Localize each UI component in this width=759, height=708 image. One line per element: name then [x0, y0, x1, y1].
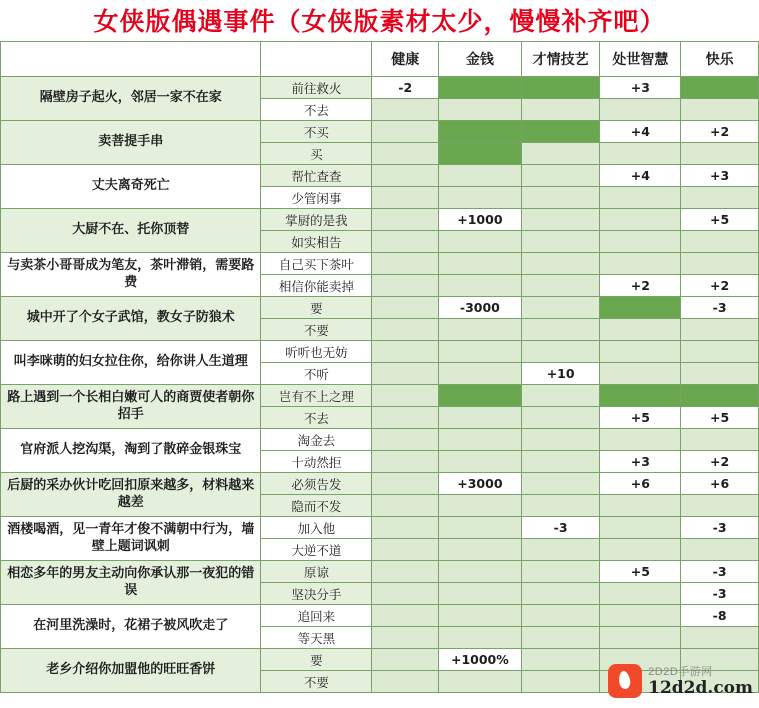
stat-value — [681, 341, 759, 363]
stat-value — [521, 275, 600, 297]
stat-value — [372, 583, 439, 605]
stat-value — [372, 473, 439, 495]
stat-value — [521, 407, 600, 429]
option-choice[interactable]: 必须告发 — [261, 473, 372, 495]
stat-value — [600, 671, 681, 693]
stat-value — [372, 451, 439, 473]
stat-value: +2 — [681, 275, 759, 297]
event-name: 酒楼喝酒，见一青年才俊不满朝中行为，墙壁上题词讽刺 — [1, 517, 261, 561]
stat-value — [521, 583, 600, 605]
option-choice[interactable]: 听听也无妨 — [261, 341, 372, 363]
table-row — [1, 605, 759, 627]
stat-value — [372, 407, 439, 429]
stat-value — [600, 363, 681, 385]
stat-value — [600, 209, 681, 231]
option-choice[interactable]: 少管闲事 — [261, 187, 372, 209]
stat-value — [521, 297, 600, 319]
stat-value — [681, 231, 759, 253]
event-name: 大厨不在、托你顶替 — [1, 209, 261, 253]
option-choice[interactable]: 要 — [261, 297, 372, 319]
stat-value — [439, 363, 522, 385]
column-header-2: 健康 — [372, 42, 439, 77]
stat-value — [521, 451, 600, 473]
stat-value — [681, 385, 759, 407]
stat-value: +5 — [681, 407, 759, 429]
stat-value — [681, 77, 759, 99]
stat-value — [372, 495, 439, 517]
stat-value — [372, 627, 439, 649]
option-choice[interactable]: 前往救火 — [261, 77, 372, 99]
event-name: 叫李咪萌的妇女拉住你，给你讲人生道理 — [1, 341, 261, 385]
option-choice[interactable]: 岂有不上之理 — [261, 385, 372, 407]
option-choice[interactable]: 要 — [261, 649, 372, 671]
stat-value — [521, 671, 600, 693]
stat-value — [372, 561, 439, 583]
stat-value — [681, 539, 759, 561]
stat-value — [372, 253, 439, 275]
event-name: 城中开了个女子武馆，教女子防狼术 — [1, 297, 261, 341]
stat-value — [439, 605, 522, 627]
stat-value — [521, 341, 600, 363]
stat-value — [439, 231, 522, 253]
stat-value — [521, 605, 600, 627]
stat-value — [600, 231, 681, 253]
stat-value — [600, 143, 681, 165]
events-table — [0, 41, 759, 693]
stat-value — [372, 231, 439, 253]
stat-value — [521, 187, 600, 209]
stat-value — [439, 495, 522, 517]
stat-value — [521, 209, 600, 231]
option-choice[interactable]: 不买 — [261, 121, 372, 143]
stat-value — [600, 517, 681, 539]
stat-value — [439, 341, 522, 363]
stat-value — [439, 451, 522, 473]
stat-value — [439, 165, 522, 187]
stat-value: +6 — [600, 473, 681, 495]
stat-value: -3000 — [439, 297, 522, 319]
stat-value: +3 — [681, 165, 759, 187]
event-name: 路上遇到一个长相白嫩可人的商贾使者朝你招手 — [1, 385, 261, 429]
option-choice[interactable]: 加入他 — [261, 517, 372, 539]
stat-value — [439, 187, 522, 209]
table-row — [1, 429, 759, 451]
stat-value — [681, 671, 759, 693]
stat-value — [600, 297, 681, 319]
stat-value — [681, 627, 759, 649]
option-choice[interactable]: 隐而不发 — [261, 495, 372, 517]
option-choice[interactable]: 大逆不道 — [261, 539, 372, 561]
stat-value — [521, 561, 600, 583]
stat-value — [600, 627, 681, 649]
stat-value — [521, 99, 600, 121]
option-choice[interactable]: 等天黑 — [261, 627, 372, 649]
stat-value — [372, 671, 439, 693]
event-name: 在河里洗澡时，花裙子被风吹走了 — [1, 605, 261, 649]
stat-value: -3 — [681, 297, 759, 319]
stat-value — [521, 429, 600, 451]
option-choice[interactable]: 不去 — [261, 99, 372, 121]
stat-value — [681, 99, 759, 121]
option-choice[interactable]: 买 — [261, 143, 372, 165]
table-header-row — [1, 42, 759, 77]
stat-value — [372, 605, 439, 627]
event-name: 相恋多年的男友主动向你承认那一夜犯的错误 — [1, 561, 261, 605]
column-header-1 — [261, 42, 372, 77]
stat-value — [521, 495, 600, 517]
stat-value — [681, 253, 759, 275]
page-title: 女侠版偶遇事件（女侠版素材太少，慢慢补齐吧） — [93, 7, 666, 36]
stat-value — [372, 385, 439, 407]
stat-value — [521, 165, 600, 187]
stat-value: -3 — [681, 517, 759, 539]
stat-value — [372, 341, 439, 363]
stat-value — [521, 385, 600, 407]
stat-value: -3 — [681, 583, 759, 605]
stat-value — [372, 429, 439, 451]
stat-value — [681, 649, 759, 671]
stat-value: +2 — [681, 451, 759, 473]
stat-value — [521, 539, 600, 561]
table-row — [1, 253, 759, 275]
option-choice[interactable]: 淘金去 — [261, 429, 372, 451]
table-row — [1, 77, 759, 99]
table-row — [1, 297, 759, 319]
stat-value — [600, 187, 681, 209]
stat-value: +3 — [600, 77, 681, 99]
stat-value — [521, 627, 600, 649]
stat-value: +6 — [681, 473, 759, 495]
stat-value — [681, 319, 759, 341]
stat-value — [439, 275, 522, 297]
stat-value — [681, 187, 759, 209]
stat-value — [521, 77, 600, 99]
event-name: 老乡介绍你加盟他的旺旺香饼 — [1, 649, 261, 693]
stat-value: -8 — [681, 605, 759, 627]
option-choice[interactable]: 帮忙查查 — [261, 165, 372, 187]
stat-value: -3 — [521, 517, 600, 539]
stat-value: +1000 — [439, 209, 522, 231]
event-name: 卖菩提手串 — [1, 121, 261, 165]
stat-value — [521, 231, 600, 253]
stat-value — [439, 429, 522, 451]
stat-value — [372, 187, 439, 209]
stat-value: +5 — [681, 209, 759, 231]
stat-value — [681, 429, 759, 451]
stat-value — [372, 275, 439, 297]
event-name: 隔壁房子起火，邻居一家不在家 — [1, 77, 261, 121]
stat-value — [439, 583, 522, 605]
stat-value — [521, 649, 600, 671]
stat-value: +3 — [600, 451, 681, 473]
table-row — [1, 209, 759, 231]
table-row — [1, 561, 759, 583]
stat-value — [439, 627, 522, 649]
stat-value: -2 — [372, 77, 439, 99]
event-name: 丈夫离奇死亡 — [1, 165, 261, 209]
stat-value — [521, 319, 600, 341]
stat-value — [439, 671, 522, 693]
watermark-bottom: 12d2d.com — [648, 678, 753, 699]
stat-value — [372, 209, 439, 231]
stat-value — [372, 363, 439, 385]
stat-value — [439, 77, 522, 99]
stat-value — [439, 539, 522, 561]
stat-value — [681, 143, 759, 165]
stat-value: +2 — [681, 121, 759, 143]
stat-value — [372, 319, 439, 341]
stat-value: +3000 — [439, 473, 522, 495]
stat-value — [439, 121, 522, 143]
stat-value — [600, 539, 681, 561]
table-row — [1, 473, 759, 495]
option-choice[interactable]: 原谅 — [261, 561, 372, 583]
stat-value — [600, 385, 681, 407]
stat-value — [439, 143, 522, 165]
option-choice[interactable]: 不要 — [261, 671, 372, 693]
option-choice[interactable]: 自己买下茶叶 — [261, 253, 372, 275]
stat-value — [521, 473, 600, 495]
option-choice[interactable]: 掌厨的是我 — [261, 209, 372, 231]
option-choice[interactable]: 不听 — [261, 363, 372, 385]
stat-value — [600, 649, 681, 671]
stat-value — [600, 253, 681, 275]
column-header-6: 快乐 — [681, 42, 759, 77]
table-row — [1, 649, 759, 671]
stat-value: +5 — [600, 407, 681, 429]
stat-value — [439, 253, 522, 275]
stat-value — [372, 539, 439, 561]
table-row — [1, 517, 759, 539]
stat-value — [439, 319, 522, 341]
stat-value — [600, 605, 681, 627]
stat-value — [600, 99, 681, 121]
stat-value — [439, 99, 522, 121]
option-choice[interactable]: 相信你能卖掉 — [261, 275, 372, 297]
column-header-4: 才情技艺 — [521, 42, 600, 77]
table-row — [1, 121, 759, 143]
stat-value: +5 — [600, 561, 681, 583]
stat-value — [439, 385, 522, 407]
stat-value — [681, 363, 759, 385]
event-name: 官府派人挖沟渠，淘到了散碎金银珠宝 — [1, 429, 261, 473]
stat-value — [600, 583, 681, 605]
stat-value — [439, 517, 522, 539]
stat-value — [372, 99, 439, 121]
stat-value: +4 — [600, 165, 681, 187]
option-choice[interactable]: 不去 — [261, 407, 372, 429]
stat-value: +2 — [600, 275, 681, 297]
stat-value — [439, 561, 522, 583]
stat-value — [521, 121, 600, 143]
option-choice[interactable]: 追回来 — [261, 605, 372, 627]
column-header-5: 处世智慧 — [600, 42, 681, 77]
stat-value: +10 — [521, 363, 600, 385]
option-choice[interactable]: 坚决分手 — [261, 583, 372, 605]
stat-value — [600, 319, 681, 341]
stat-value — [600, 341, 681, 363]
stat-value — [372, 165, 439, 187]
event-name: 后厨的采办伙计吃回扣原来越多，材料越来越差 — [1, 473, 261, 517]
table-row — [1, 165, 759, 187]
stat-value — [681, 495, 759, 517]
stat-value — [372, 517, 439, 539]
table-row — [1, 385, 759, 407]
option-choice[interactable]: 十动然拒 — [261, 451, 372, 473]
stat-value — [600, 429, 681, 451]
stat-value: +4 — [600, 121, 681, 143]
stat-value — [521, 143, 600, 165]
stat-value: +1000% — [439, 649, 522, 671]
option-choice[interactable]: 不要 — [261, 319, 372, 341]
stat-value — [372, 649, 439, 671]
option-choice[interactable]: 如实相告 — [261, 231, 372, 253]
stat-value — [439, 407, 522, 429]
column-header-3: 金钱 — [439, 42, 522, 77]
stat-value — [372, 143, 439, 165]
stat-value — [600, 495, 681, 517]
stat-value — [521, 253, 600, 275]
stat-value — [372, 297, 439, 319]
table-row — [1, 341, 759, 363]
column-header-0 — [1, 42, 261, 77]
watermark-top: 2D2D手游网 — [648, 666, 713, 679]
stat-value — [372, 121, 439, 143]
stat-value: -3 — [681, 561, 759, 583]
event-name: 与卖茶小哥哥成为笔友，茶叶滞销，需要路费 — [1, 253, 261, 297]
